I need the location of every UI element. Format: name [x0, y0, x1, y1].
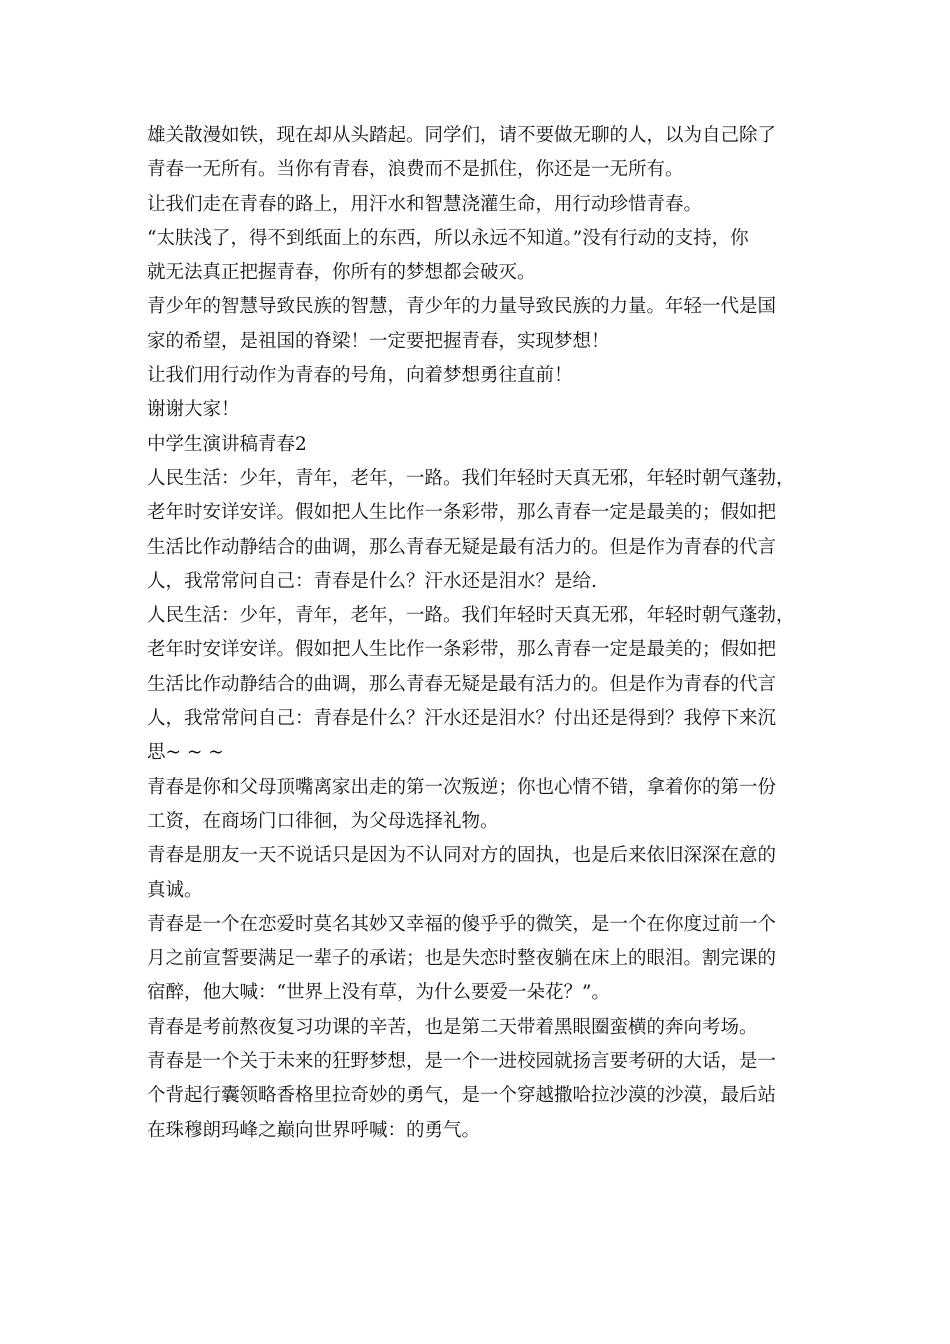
- text-line: 生活比作动静结合的曲调，那么青春无疑是最有活力的。但是作为青春的代言: [147, 673, 777, 695]
- text-line: 中学生演讲稿青春2: [147, 433, 307, 455]
- document-body: [147, 119, 817, 1148]
- text-line: 青春是一个关于未来的狂野梦想，是一个一进校园就扬言要考研的大话，是一: [147, 1051, 777, 1073]
- paragraph: [147, 290, 817, 359]
- text-line: 青春是考前熬夜复习功课的辛苦，也是第二天带着黑眼圈蛮横的奔向考场。: [147, 1016, 758, 1038]
- text-line: 青春一无所有。当你有青春，浪费而不是抓住，你还是一无所有。: [147, 159, 684, 181]
- text-line: 青春是朋友一天不说话只是因为不认同对方的固执，也是后来依旧深深在意的: [147, 845, 777, 867]
- text-line: 老年时安详安详。假如把人生比作一条彩带，那么青春一定是最美的；假如把: [147, 639, 777, 661]
- text-line: 让我们走在青春的路上，用汗水和智慧浇灌生命，用行动珍惜青春。: [147, 193, 703, 215]
- text-line: 在珠穆朗玛峰之巅向世界呼喊：的勇气。: [147, 1119, 481, 1141]
- paragraph: [147, 908, 817, 1011]
- paragraph: [147, 1011, 817, 1045]
- text-line: 人民生活：少年，青年，老年，一路。我们年轻时天真无邪，年轻时朝气蓬勃，: [147, 467, 795, 489]
- paragraph: [147, 119, 817, 188]
- text-line: “太肤浅了，得不到纸面上的东西，所以永远不知道。”没有行动的支持，你: [147, 227, 749, 249]
- text-line: 雄关散漫如铁，现在却从头踏起。同学们，请不要做无聊的人，以为自己除了: [147, 125, 777, 146]
- text-line: 个背起行囊领略香格里拉奇妙的勇气，是一个穿越撒哈拉沙漠的沙漠，最后站: [147, 1085, 777, 1107]
- text-line: 让我们用行动作为青春的号角，向着梦想勇往直前！: [147, 365, 573, 387]
- text-line: 月之前宣誓要满足一辈子的承诺；也是失恋时整夜躺在床上的眼泪。割完课的: [147, 948, 777, 970]
- paragraph: [147, 599, 817, 770]
- text-line: 青少年的智慧导致民族的智慧，青少年的力量导致民族的力量。年轻一代是国: [147, 296, 777, 318]
- paragraph: [147, 393, 817, 427]
- paragraph: [147, 839, 817, 908]
- paragraph: [147, 1045, 817, 1148]
- text-line: 家的希望，是祖国的脊梁！一定要把握青春，实现梦想！: [147, 330, 610, 352]
- text-line: 老年时安详安详。假如把人生比作一条彩带，那么青春一定是最美的；假如把: [147, 502, 777, 524]
- text-line: 人，我常常问自己：青春是什么？汗水还是泪水？是给.: [147, 570, 597, 592]
- text-line: 思~ ~ ~: [147, 742, 224, 764]
- paragraph: [147, 771, 817, 840]
- paragraph: [147, 222, 817, 291]
- text-line: 宿醉，他大喊：“世界上没有草，为什么要爱一朵花？”。: [147, 982, 610, 1004]
- text-line: 人民生活：少年，青年，老年，一路。我们年轻时天真无邪，年轻时朝气蓬勃，: [147, 605, 795, 627]
- text-line: 谢谢大家！: [147, 399, 240, 421]
- text-line: 真诚。: [147, 879, 203, 901]
- paragraph: [147, 428, 817, 462]
- text-line: 青春是一个在恋爱时莫名其妙又幸福的傻乎乎的微笑，是一个在你度过前一个: [147, 913, 777, 935]
- paragraph: [147, 359, 817, 393]
- text-line: 人，我常常问自己：青春是什么？汗水还是泪水？付出还是得到？我停下来沉: [147, 708, 777, 730]
- paragraph: [147, 462, 817, 599]
- text-line: 就无法真正把握青春，你所有的梦想都会破灭。: [147, 262, 536, 284]
- text-line: 工资，在商场门口徘徊，为父母选择礼物。: [147, 810, 499, 832]
- text-line: 青春是你和父母顶嘴离家出走的第一次叛逆；你也心情不错，拿着你的第一份: [147, 776, 777, 798]
- text-line: 生活比作动静结合的曲调，那么青春无疑是最有活力的。但是作为青春的代言: [147, 536, 777, 558]
- paragraph: [147, 188, 817, 222]
